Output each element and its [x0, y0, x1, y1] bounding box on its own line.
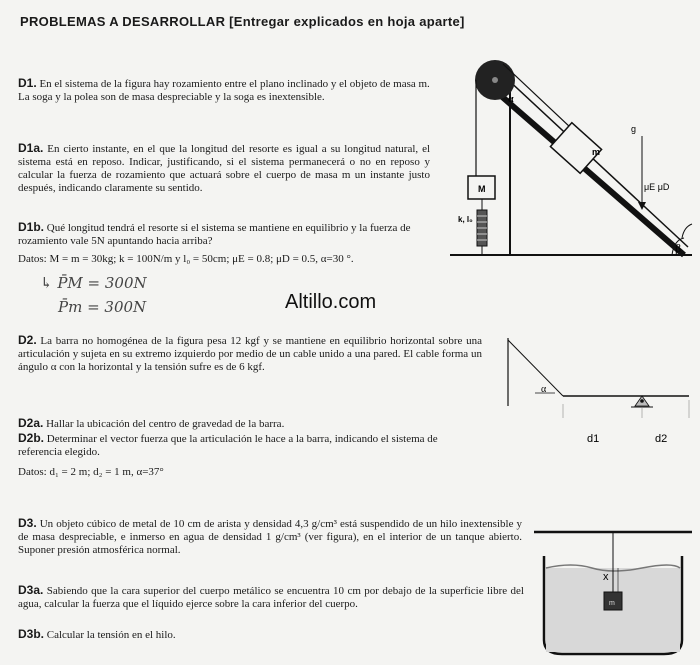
handwritten-note-2: P̄m = 300N	[58, 298, 147, 316]
d3a-label: D3a.	[18, 583, 44, 597]
d1-text: En el sistema de la figura hay rozamiento entre el plano inclinado y el objeto de masa m. La soga y la polea son de masa despreciable y la soga es inextensible.	[18, 78, 430, 103]
d2-datos: Datos: d₁ = 2 m; d₂ = 1 m, α=37°	[18, 466, 164, 478]
pivot-icon	[631, 396, 653, 407]
handwritten-note-1: ↳ P̄M = 300N	[40, 274, 147, 292]
fig-x-label: x	[603, 571, 609, 583]
d1-label: D1.	[18, 76, 37, 90]
d1b-statement	[18, 221, 430, 248]
incline-plane	[492, 88, 684, 255]
d1a-statement	[18, 142, 430, 195]
d2-statement	[18, 334, 482, 374]
fig-d1-label: d1	[587, 433, 600, 445]
d3-text: Un objeto cúbico de metal de 10 cm de arista y densidad 4,3 g/cm³ está suspendido de un hilo inextensible y de masa despreciable, e inmerso en agua de densidad 1 g/cm³ (ver figura), en el interior de un tanque abierto. Suponer presión atmosférica normal.	[18, 518, 522, 556]
d3-label: D3.	[18, 516, 37, 530]
incline-top	[505, 77, 688, 247]
d2a-text: Hallar la ubicación del centro de gravedad de la barra.	[46, 418, 285, 430]
d2b-text: Determinar el vector fuerza que la articulación le hace a la barra, indicando el sistema de referencia elegido.	[18, 433, 438, 458]
d3-figure	[532, 522, 694, 660]
d3-statement	[18, 517, 522, 557]
d1b-label: D1b.	[18, 220, 45, 234]
d2a-statement	[18, 417, 482, 431]
d2-figure	[505, 336, 695, 448]
d2a-label: D2a.	[18, 416, 44, 430]
d3b-text: Calcular la tensión en el hilo.	[46, 629, 176, 641]
d1-statement	[18, 77, 430, 104]
fig-M-label: M	[478, 184, 486, 194]
d2-text: La barra no homogénea de la figura pesa 12 kgf y se mantiene en equilibrio horizontal sobre una articulación y sujeta en su extremo izquierdo por medio de un cable unido a una pared. El cable forma un ángulo α con la horizontal y la tensión sufre es de 6 kgf.	[18, 335, 483, 373]
d3a-statement	[18, 584, 524, 611]
d2b-statement	[18, 432, 484, 459]
d1-datos: Datos: M = m = 30kg; k = 100N/m y l₀ = 50cm; μE = 0.8; μD = 0.5, α=30 °.	[18, 253, 354, 265]
fig-m-label: m	[592, 147, 601, 157]
fig-mu-label: μE μD	[644, 182, 670, 192]
d2b-label: D2b.	[18, 431, 45, 445]
page-title: PROBLEMAS A DESARROLLAR [Entregar explicados en hoja aparte]	[20, 14, 465, 29]
d1b-text: Qué longitud tendrá el resorte si el sistema se mantiene en equilibrio y la fuerza de rozamiento vale 5N apuntando hacia arriba?	[18, 222, 411, 247]
d1-figure	[448, 52, 694, 264]
spring-icon	[477, 199, 487, 255]
fig-cube-m: m	[609, 600, 615, 607]
d3b-label: D3b.	[18, 627, 45, 641]
d3a-text: Sabiendo que la cara superior del cuerpo metálico se encuentra 10 cm por debajo de la superficie libre del agua, calcular la fuerza que el líquido ejerce sobre la cara inferior del cuerpo.	[18, 585, 524, 610]
fig-d2-label: d2	[655, 433, 668, 445]
d1a-label: D1a.	[18, 141, 44, 155]
cable	[508, 340, 563, 396]
fig-alpha-label: α	[508, 94, 514, 105]
fig-g-label: g	[631, 124, 637, 134]
fig-d2-alpha: α	[541, 384, 547, 395]
watermark: Altillo.com	[285, 291, 377, 313]
fig-beta-label: β	[675, 241, 682, 255]
fig-k-label: k, l₀	[458, 215, 473, 224]
d1a-text: En cierto instante, en el que la longitud del resorte es igual a su longitud natural, el sistema está en reposo. Indicar, justificando, si el sistema permanecerá o no en reposo y calcular la fuerza de rozamiento que actuará sobre el cuerpo de masa m un instante justo después, indicando claramente su sentido.	[18, 143, 431, 194]
d3b-statement	[18, 628, 418, 642]
d2-label: D2.	[18, 333, 37, 347]
